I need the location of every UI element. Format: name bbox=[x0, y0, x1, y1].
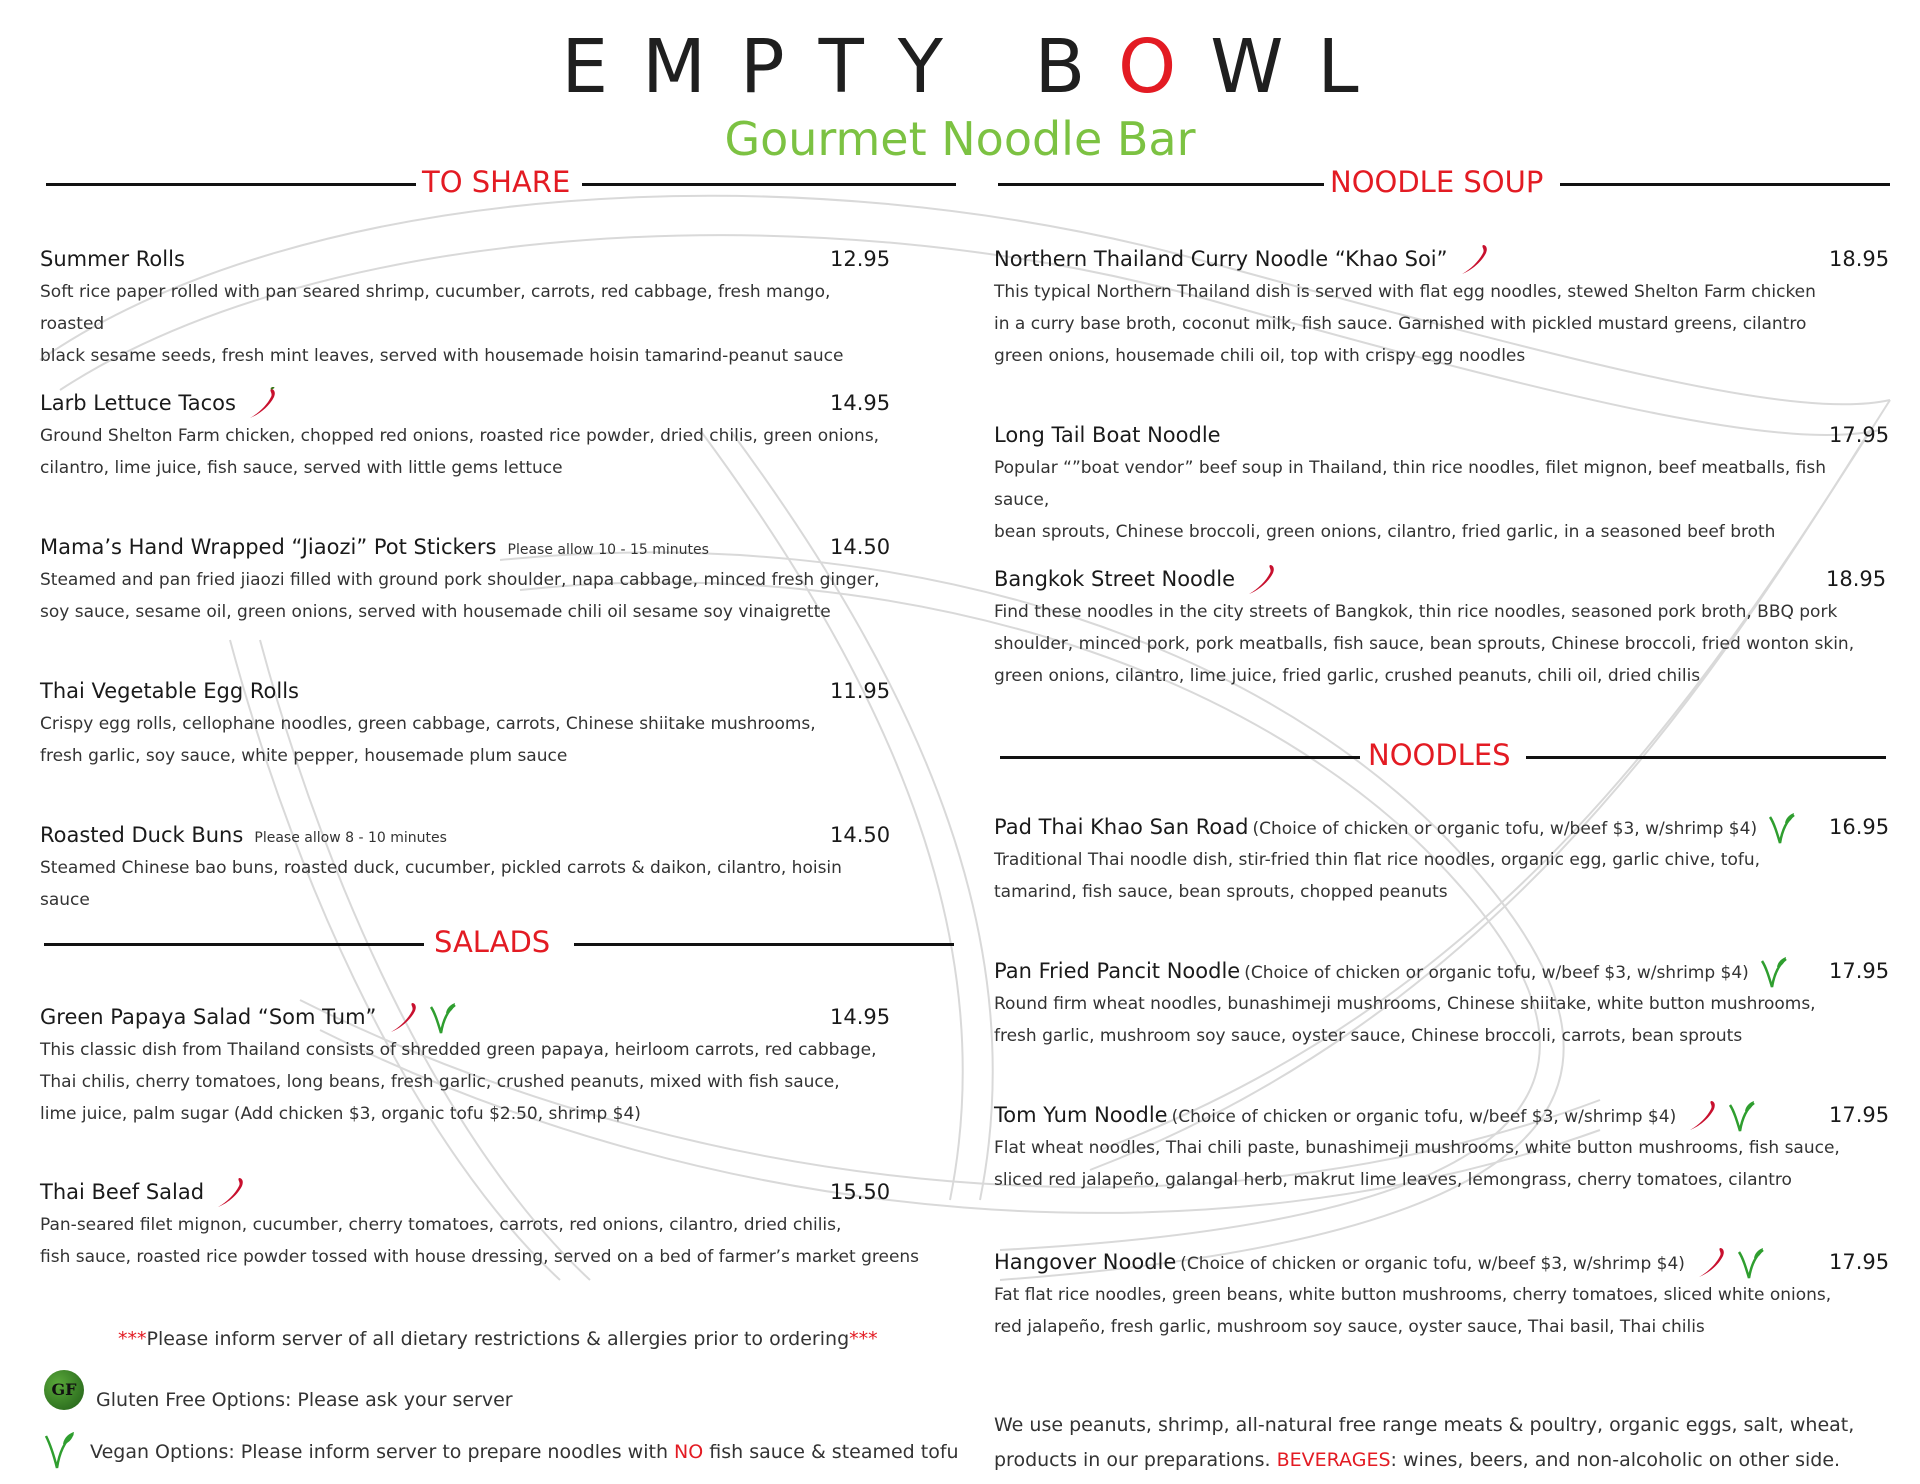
item-name: Thai Vegetable Egg Rolls bbox=[40, 679, 299, 703]
item-price: 17.95 bbox=[1829, 959, 1890, 983]
brand-logo: EMPTY BOWL bbox=[561, 24, 1393, 110]
item-description: fresh garlic, mushroom soy sauce, oyster sauce, Chinese broccoli, carrots, bean sprouts bbox=[994, 1026, 1743, 1046]
item-description: black sesame seeds, fresh mint leaves, served with housemade hoisin tamarind-peanut sauce bbox=[40, 346, 844, 366]
allergy-notice: ***Please inform server of all dietary restrictions & allergies prior to ordering*** bbox=[118, 1328, 878, 1350]
divider bbox=[1000, 756, 1360, 759]
section-noodle-soup bbox=[998, 162, 1890, 202]
item-name: Mama’s Hand Wrapped “Jiaozi” Pot Stickers bbox=[40, 535, 497, 559]
divider bbox=[1526, 756, 1886, 759]
menu-item bbox=[40, 1175, 920, 1273]
menu-item bbox=[994, 242, 1890, 372]
menu-item bbox=[40, 386, 890, 484]
section-title: SALADS bbox=[434, 925, 551, 959]
chili-pepper-icon bbox=[1687, 1099, 1717, 1137]
item-description: green onions, housemade chili oil, top with crispy egg noodles bbox=[994, 346, 1526, 366]
menu-item bbox=[994, 418, 1890, 548]
section-salads bbox=[44, 922, 954, 962]
divider bbox=[998, 183, 1324, 186]
item-choice: (Choice of chicken or organic tofu, w/beef $3, w/shrimp $4) bbox=[1244, 963, 1749, 983]
chili-pepper-icon bbox=[247, 387, 277, 425]
item-price: 12.95 bbox=[830, 247, 891, 271]
item-price: 18.95 bbox=[1826, 567, 1887, 591]
brand-subtitle: Gourmet Noodle Bar bbox=[724, 112, 1196, 166]
item-price: 14.95 bbox=[830, 391, 891, 415]
vegan-leaf-icon bbox=[1737, 1246, 1765, 1284]
item-name: Summer Rolls bbox=[40, 247, 185, 271]
ingredients-note: We use peanuts, shrimp, all-natural free range meats & poultry, organic eggs, salt, wheat, products in our preparations. BEVERAGES: wines, beers, and non-alcoholic on other side. bbox=[994, 1414, 1855, 1471]
item-description: lime juice, palm sugar (Add chicken $3, organic tofu $2.50, shrimp $4) bbox=[40, 1104, 641, 1124]
item-description: Steamed and pan fried jiaozi filled with ground pork shoulder, napa cabbage, minced fresh ginger, bbox=[40, 570, 880, 590]
item-description: fish sauce, roasted rice powder tossed with house dressing, served on a bed of farmer’s market greens bbox=[40, 1247, 920, 1267]
menu-item bbox=[40, 1000, 890, 1130]
menu-item bbox=[994, 810, 1890, 908]
menu-header bbox=[0, 24, 1920, 166]
gluten-free-note: GF Gluten Free Options: Please ask your server bbox=[44, 1370, 513, 1410]
section-to-share bbox=[46, 162, 956, 202]
menu-item bbox=[994, 562, 1887, 692]
item-choice: (Choice of chicken or organic tofu, w/beef $3, w/shrimp $4) bbox=[1252, 819, 1758, 839]
item-name: Pan Fried Pancit Noodle bbox=[994, 959, 1241, 983]
item-name: Thai Beef Salad bbox=[40, 1180, 205, 1204]
item-description: Traditional Thai noodle dish, stir-fried thin flat rice noodles, organic egg, garlic chive, tofu, bbox=[994, 850, 1761, 870]
item-name: Larb Lettuce Tacos bbox=[40, 391, 236, 415]
chili-pepper-icon bbox=[215, 1176, 245, 1214]
item-description: Soft rice paper rolled with pan seared shrimp, cucumber, carrots, red cabbage, fresh mango, roasted bbox=[40, 282, 831, 334]
item-name: Tom Yum Noodle bbox=[994, 1103, 1168, 1127]
item-name: Pad Thai Khao San Road bbox=[994, 815, 1249, 839]
chili-pepper-icon bbox=[388, 1001, 418, 1039]
item-description: Thai chilis, cherry tomatoes, long beans, fresh garlic, crushed peanuts, mixed with fish sauce, bbox=[40, 1072, 840, 1092]
item-name: Hangover Noodle bbox=[994, 1250, 1177, 1274]
item-description: red jalapeño, fresh garlic, mushroom soy sauce, oyster sauce, Thai basil, Thai chilis bbox=[994, 1317, 1705, 1337]
section-title: TO SHARE bbox=[422, 165, 571, 199]
item-description: shoulder, minced pork, pork meatballs, fish sauce, bean sprouts, Chinese broccoli, fried wonton skin, bbox=[994, 634, 1855, 654]
item-price: 14.50 bbox=[830, 823, 891, 847]
divider bbox=[574, 943, 954, 946]
item-price: 17.95 bbox=[1829, 1103, 1890, 1127]
item-price: 11.95 bbox=[830, 679, 891, 703]
item-description: Pan-seared filet mignon, cucumber, cherry tomatoes, carrots, red onions, cilantro, dried chilis, bbox=[40, 1215, 842, 1235]
item-description: Flat wheat noodles, Thai chili paste, bunashimeji mushrooms, white button mushrooms, fish sauce, bbox=[994, 1138, 1840, 1158]
item-description: Ground Shelton Farm chicken, chopped red onions, roasted rice powder, dried chilis, green onions, bbox=[40, 426, 880, 446]
menu-item bbox=[994, 1098, 1890, 1196]
item-name: Northern Thailand Curry Noodle “Khao Soi” bbox=[994, 247, 1448, 271]
vegan-note: Vegan Options: Please inform server to prepare noodles with NO fish sauce & steamed tofu bbox=[44, 1430, 959, 1475]
item-description: sliced red jalapeño, galangal herb, makrut lime leaves, lemongrass, cherry tomatoes, cilantro bbox=[994, 1170, 1792, 1190]
item-note: Please allow 8 - 10 minutes bbox=[254, 830, 447, 846]
section-title: NOODLES bbox=[1368, 738, 1511, 772]
chili-pepper-icon bbox=[1459, 243, 1489, 281]
item-note: Please allow 10 - 15 minutes bbox=[507, 542, 709, 558]
item-price: 14.95 bbox=[830, 1005, 891, 1029]
chili-pepper-icon bbox=[1696, 1246, 1726, 1284]
beverages-label: BEVERAGES bbox=[1276, 1449, 1391, 1471]
item-description: green onions, cilantro, lime juice, fried garlic, crushed peanuts, chili oil, dried chilis bbox=[994, 666, 1701, 686]
menu-item bbox=[40, 242, 890, 372]
menu-item bbox=[994, 954, 1890, 1052]
menu-item bbox=[994, 1245, 1890, 1343]
item-name: Roasted Duck Buns bbox=[40, 823, 244, 847]
vegan-leaf-icon bbox=[429, 1001, 457, 1039]
item-description: Round firm wheat noodles, bunashimeji mushrooms, Chinese shiitake, white button mushrooms, bbox=[994, 994, 1816, 1014]
gluten-free-badge-icon: GF bbox=[44, 1370, 84, 1410]
item-description: in a curry base broth, coconut milk, fish sauce. Garnished with pickled mustard greens, cilantro bbox=[994, 314, 1807, 334]
divider bbox=[1560, 183, 1890, 186]
item-description: cilantro, lime juice, fish sauce, served with little gems lettuce bbox=[40, 458, 563, 478]
item-name: Green Papaya Salad “Som Tum” bbox=[40, 1005, 377, 1029]
item-description: fresh garlic, soy sauce, white pepper, housemade plum sauce bbox=[40, 746, 568, 766]
item-price: 16.95 bbox=[1829, 815, 1890, 839]
item-description: This classic dish from Thailand consists of shredded green papaya, heirloom carrots, red cabbage, bbox=[40, 1040, 877, 1060]
item-description: Popular “”boat vendor” beef soup in Thailand, thin rice noodles, filet mignon, beef meatballs, fish sauce, bbox=[994, 458, 1827, 510]
item-price: 14.50 bbox=[830, 535, 891, 559]
item-description: tamarind, fish sauce, bean sprouts, chopped peanuts bbox=[994, 882, 1448, 902]
section-title: NOODLE SOUP bbox=[1330, 165, 1544, 199]
menu-item bbox=[40, 530, 890, 628]
item-price: 17.95 bbox=[1829, 423, 1890, 447]
item-description: Fat flat rice noodles, green beans, white button mushrooms, cherry tomatoes, sliced white onions, bbox=[994, 1285, 1832, 1305]
item-description: This typical Northern Thailand dish is served with flat egg noodles, stewed Shelton Farm chicken bbox=[994, 282, 1816, 302]
item-choice: (Choice of chicken or organic tofu, w/beef $3, w/shrimp $4) bbox=[1180, 1254, 1685, 1274]
menu-item bbox=[40, 674, 890, 772]
item-name: Long Tail Boat Noodle bbox=[994, 423, 1221, 447]
vegan-leaf-icon bbox=[44, 1430, 76, 1475]
divider bbox=[44, 943, 424, 946]
vegan-leaf-icon bbox=[1728, 1099, 1756, 1137]
vegan-leaf-icon bbox=[1760, 955, 1788, 993]
divider bbox=[46, 183, 416, 186]
item-choice: (Choice of chicken or organic tofu, w/beef $3, w/shrimp $4) bbox=[1171, 1107, 1677, 1127]
item-description: soy sauce, sesame oil, green onions, served with housemade chili oil sesame soy vinaigrette bbox=[40, 602, 831, 622]
item-price: 15.50 bbox=[830, 1180, 891, 1204]
item-price: 18.95 bbox=[1829, 247, 1890, 271]
item-price: 17.95 bbox=[1829, 1250, 1890, 1274]
menu-item bbox=[40, 818, 890, 916]
vegan-leaf-icon bbox=[1768, 811, 1796, 849]
item-description: Steamed Chinese bao buns, roasted duck, cucumber, pickled carrots & daikon, cilantro, hoisin sauce bbox=[40, 858, 842, 910]
divider bbox=[582, 183, 956, 186]
item-description: Crispy egg rolls, cellophane noodles, green cabbage, carrots, Chinese shiitake mushrooms, bbox=[40, 714, 816, 734]
item-description: Find these noodles in the city streets of Bangkok, thin rice noodles, seasoned pork broth, BBQ pork bbox=[994, 602, 1838, 622]
section-noodles bbox=[1000, 735, 1886, 775]
item-description: bean sprouts, Chinese broccoli, green onions, cilantro, fried garlic, in a seasoned beef broth bbox=[994, 522, 1776, 542]
item-name: Bangkok Street Noodle bbox=[994, 567, 1235, 591]
chili-pepper-icon bbox=[1246, 563, 1276, 601]
